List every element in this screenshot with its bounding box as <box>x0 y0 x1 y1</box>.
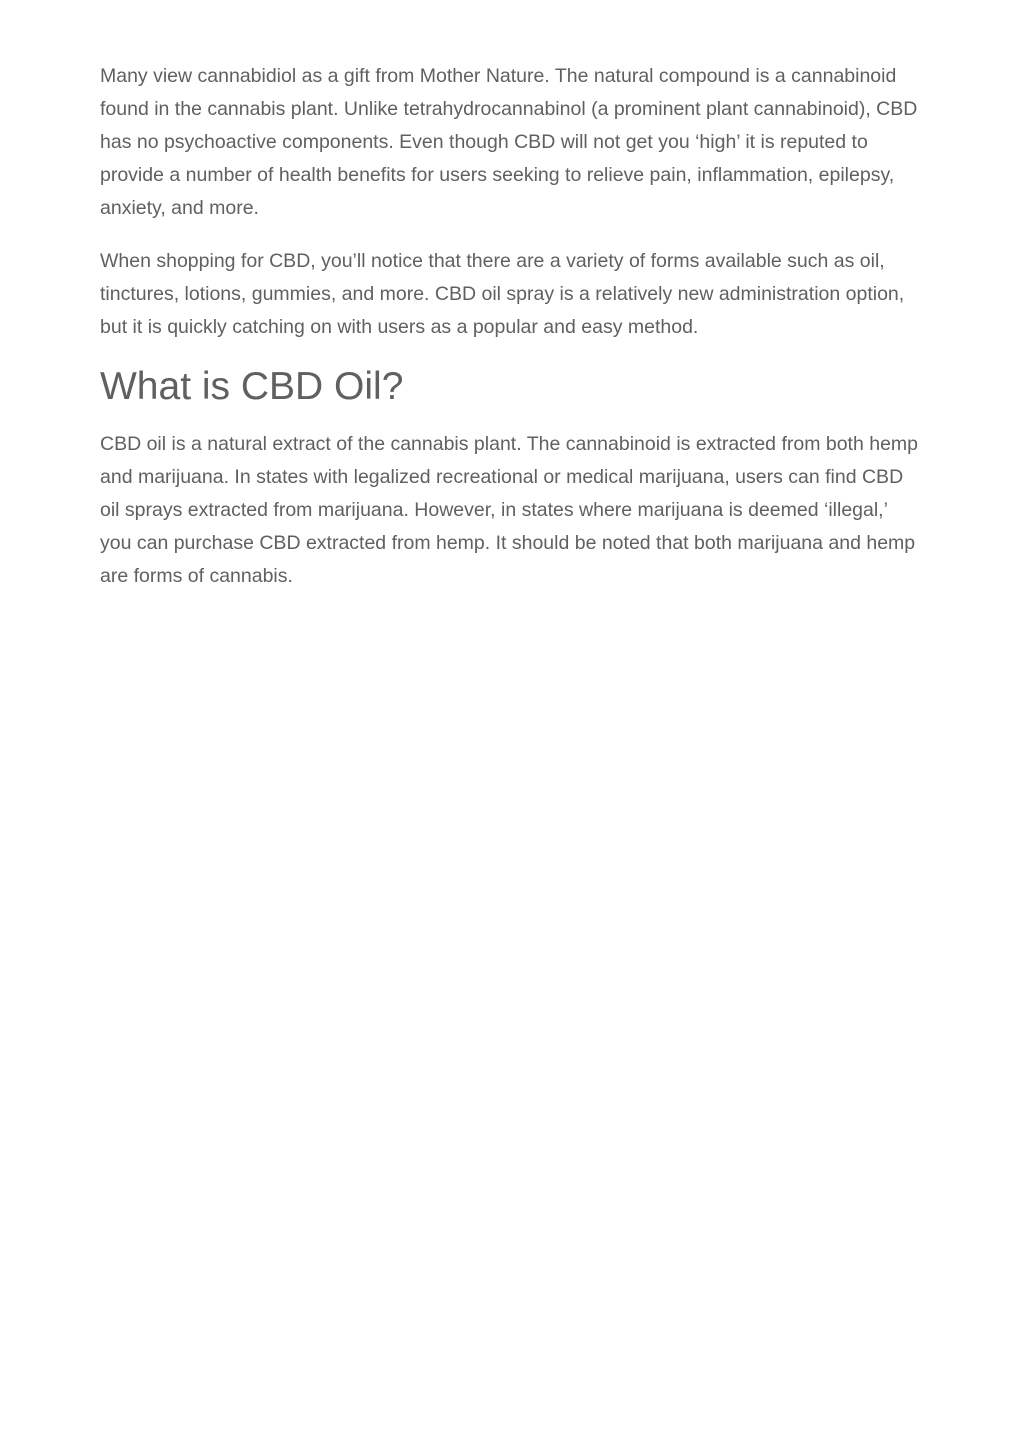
intro-paragraph-1: Many view cannabidiol as a gift from Mother Nature. The natural compound is a cannabinoid found in the cannabis plant. Unlike tetrahydrocannabinol (a prominent plant cannabinoid), CBD has no psychoactive components. Even though CBD will not get you ‘high’ it is reputed to provide a number of health benefits for users seeking to relieve pain, inflammation, epilepsy, anxiety, and more. <box>100 65 918 219</box>
section-paragraph: CBD oil is a natural extract of the cannabis plant. The cannabinoid is extracted from both hemp and marijuana. In states with legalized recreational or medical marijuana, users can find CBD oil sprays extracted from marijuana. However, in states where marijuana is deemed ‘illegal,’ you can purchase CBD extracted from hemp. It should be noted that both marijuana and hemp are forms of cannabis. <box>100 433 919 587</box>
intro-paragraph-2: When shopping for CBD, you’ll notice that there are a variety of forms available such as oil, tinctures, lotions, gummies, and more. CBD oil spray is a relatively new administration option, but it is quickly catching on with users as a popular and easy method. <box>100 250 905 338</box>
article-body <box>100 60 920 613</box>
section-heading: What is CBD Oil? <box>100 365 404 408</box>
